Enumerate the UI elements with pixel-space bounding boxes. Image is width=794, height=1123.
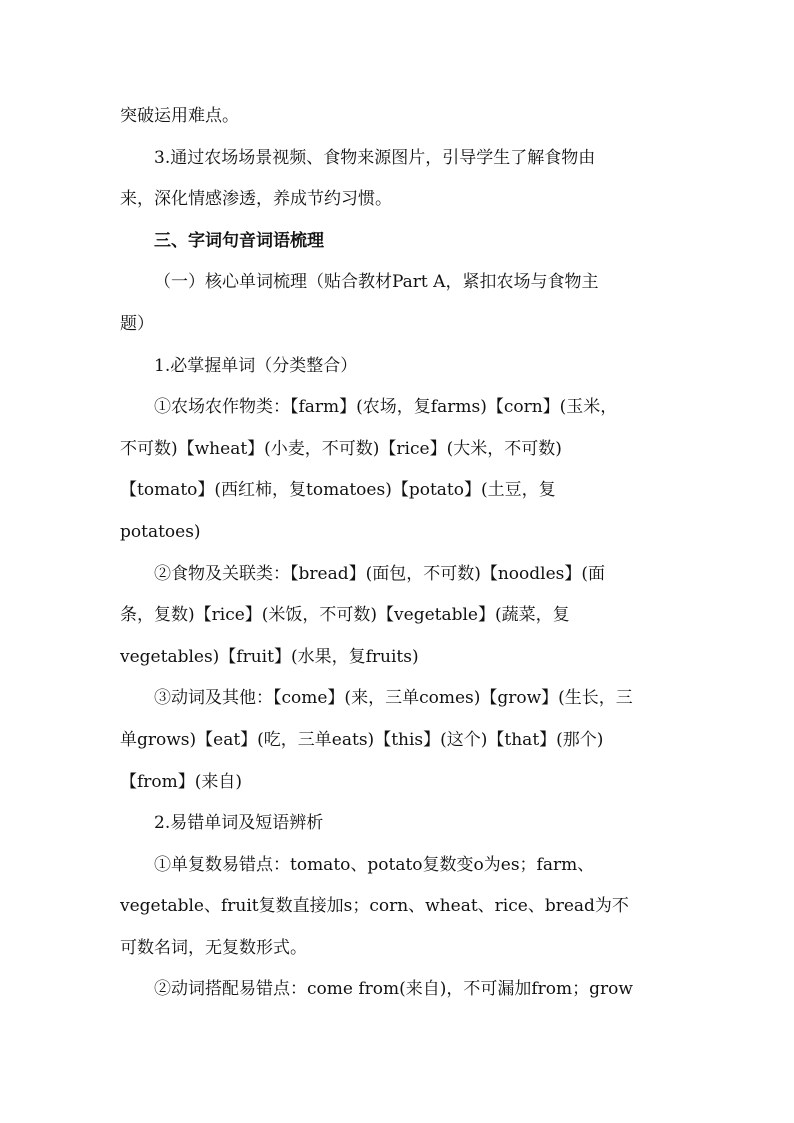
- body-text: [120, 96, 676, 1011]
- text-line: ③动词及其他：【come】(来，三单comes)【grow】(生长，三: [154, 688, 633, 709]
- text-line: 来，深化情感渗透，养成节约习惯。: [120, 189, 392, 210]
- text-line: potatoes): [120, 521, 201, 542]
- text-line: ①单复数易错点：tomato、potato复数变o为es；farm、: [154, 854, 595, 875]
- text-line: 题）: [120, 313, 154, 334]
- item-heading: 2.易错单词及短语辨析: [154, 813, 324, 834]
- section-heading: 三、字词句音词语梳理: [154, 230, 324, 251]
- text-line: 3.通过农场场景视频、食物来源图片，引导学生了解食物由: [154, 147, 596, 168]
- text-line: ②动词搭配易错点：come from(来自)，不可漏加from；grow: [154, 979, 633, 1000]
- text-line: 单grows)【eat】(吃，三单eats)【this】(这个)【that】(那个): [120, 729, 604, 750]
- text-line: 【tomato】(西红柿，复tomatoes)【potato】(土豆，复: [120, 480, 556, 501]
- text-line: 突破运用难点。: [120, 106, 239, 126]
- text-line: 可数名词，无复数形式。: [120, 937, 307, 958]
- item-heading: 1.必掌握单词（分类整合）: [154, 355, 358, 376]
- text-line: 不可数)【wheat】(小麦，不可数)【rice】(大米，不可数): [120, 438, 562, 459]
- text-line: 条，复数)【rice】(米饭，不可数)【vegetable】(蔬菜，复: [120, 605, 570, 626]
- subsection-heading: （一）核心单词梳理（贴合教材Part A，紧扣农场与食物主: [154, 272, 599, 293]
- text-line: ①农场农作物类：【farm】(农场，复farms)【corn】(玉米，: [154, 397, 618, 418]
- text-line: ②食物及关联类：【bread】(面包，不可数)【noodles】(面: [154, 563, 606, 584]
- text-line: vegetables)【fruit】(水果，复fruits): [120, 646, 419, 667]
- text-line: vegetable、fruit复数直接加s；corn、wheat、rice、bread为不: [120, 896, 629, 917]
- text-line: 【from】(来自): [120, 771, 243, 792]
